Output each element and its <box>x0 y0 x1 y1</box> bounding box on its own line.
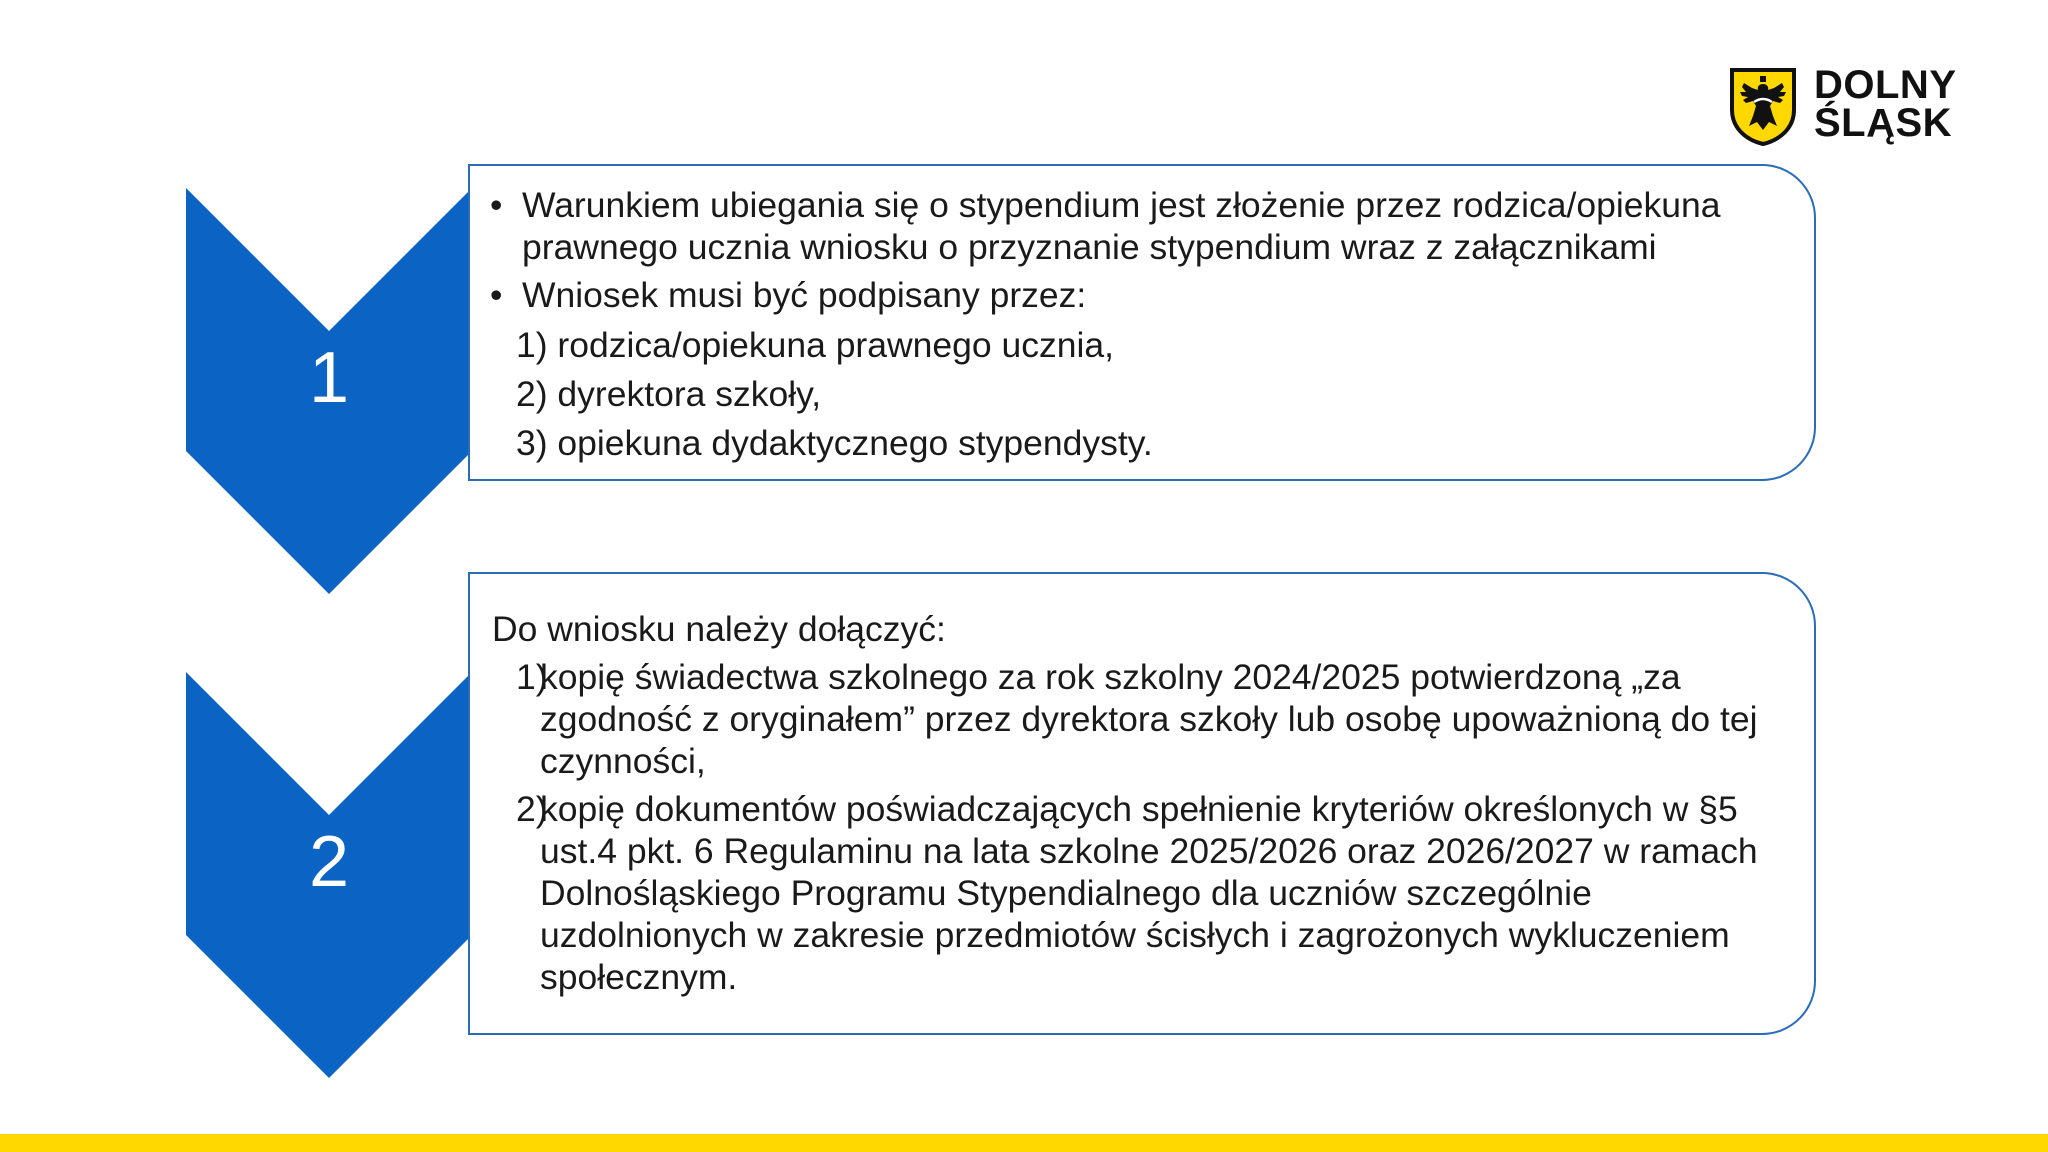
step-2-box <box>468 572 1816 1035</box>
step-2-intro: Do wniosku należy dołączyć: <box>492 609 946 649</box>
step-1-list-item: 1) rodzica/opiekuna prawnego ucznia, <box>516 325 1114 365</box>
step-1-box <box>468 164 1816 481</box>
step-1-chevron <box>186 188 472 594</box>
step-1-bullet-text: Warunkiem ubiegania się o stypendium jest złożenie przez rodzica/opiekuna prawnego ucznia wniosku o przyznanie stypendium wraz z załącznikami <box>522 185 1721 267</box>
step-1-bullet: • Wniosek musi być podpisany przez: <box>490 275 1087 315</box>
logo-line-1: DOLNY <box>1814 63 1957 107</box>
coat-of-arms-icon <box>1728 66 1798 146</box>
step-2-item-text: kopię świadectwa szkolnego za rok szkolny 2024/2025 potwierdzoną „za zgodność z oryginałem” przez dyrektora szkoły lub osobę upoważnioną do tej czynności, <box>540 657 1758 781</box>
step-2-list-item <box>470 656 1774 782</box>
step-2-number: 2 <box>308 822 350 902</box>
logo-line-2: ŚLĄSK <box>1814 101 1953 145</box>
step-1-number: 1 <box>308 338 350 418</box>
dolny-slask-logo <box>1728 63 1974 146</box>
step-1-list-item: 3) opiekuna dydaktycznego stypendysty. <box>516 423 1153 463</box>
step-2-chevron <box>186 672 472 1078</box>
logo-wordmark <box>1814 63 1957 145</box>
step-1-bullet-text: Wniosek musi być podpisany przez: <box>522 275 1087 315</box>
step-2-item-number: 2) <box>516 789 548 829</box>
footer-yellow-bar <box>0 1134 2048 1152</box>
step-1-list-item: 2) dyrektora szkoły, <box>516 374 822 414</box>
step-1-bullet: • Warunkiem ubiegania się o stypendium jest złożenie przez rodzica/opiekuna prawnego ucznia wniosku o przyznanie stypendium wraz z załącznikami <box>490 185 1721 267</box>
step-2-item-number: 1) <box>516 657 548 697</box>
step-2-item-text: kopię dokumentów poświadczających spełnienie kryteriów określonych w §5 ust.4 pkt. 6 Regulaminu na lata szkolne 2025/2026 oraz 2026/2027 w ramach Dolnośląskiego Programu Stypendialnego dla uczniów szczególnie uzdolnionych w zakresie przedmiotów ścisłych i zagrożonych wykluczeniem społecznym. <box>540 789 1758 997</box>
step-2-list-item <box>470 788 1774 998</box>
